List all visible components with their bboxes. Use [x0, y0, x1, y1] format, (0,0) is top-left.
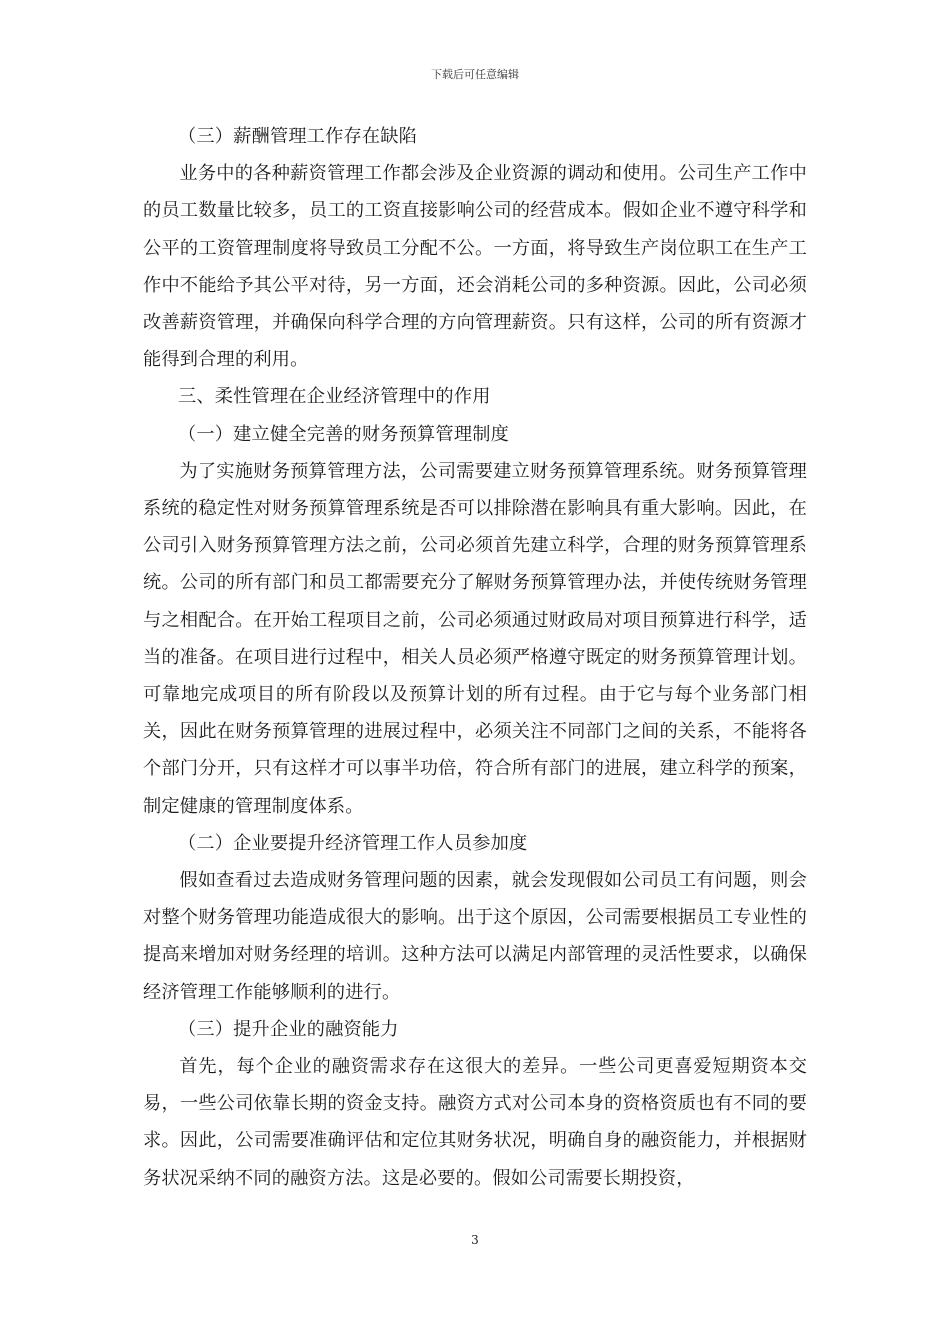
paragraph-staff-participation: 假如查看过去造成财务管理问题的因素，就会发现假如公司员工有问题，则会对整个财务管理功能造成很大的影响。出于这个原因，公司需要根据员工专业性的提高来增加对财务经理的培训。这种方法可以满足内部管理的灵活性要求，以确保经济管理工作能够顺利的进行。	[143, 870, 807, 1003]
paragraph-budget-system: 为了实施财务预算管理方法，公司需要建立财务预算管理系统。财务预算管理系统的稳定性对财务预算管理系统是否可以排除潜在影响具有重大影响。因此，在公司引入财务预算管理方法之前，公司必须首先建立科学，合理的财务预算管理系统。公司的所有部门和员工都需要充分了解财务预算管理办法，并使传统财务管理与之相配合。在开始工程项目之前，公司必须通过财政局对项目预算进行科学，适当的准备。在项目进行过程中，相关人员必须严格遵守既定的财务预算管理计划。可靠地完成项目的所有阶段以及预算计划的所有过程。由于它与每个业务部门相关，因此在财务预算管理的进展过程中，必须关注不同部门之间的关系，不能将各个部门分开，只有这样才可以事半功倍，符合所有部门的进展，建立科学的预案，制定健康的管理制度体系。	[143, 460, 807, 817]
page-number: 3	[471, 1233, 479, 1247]
section-heading-financing-ability: （三）提升企业的融资能力	[178, 1018, 399, 1040]
paragraph-financing-ability: 首先，每个企业的融资需求存在这很大的差异。一些公司更喜爱短期资本交易，一些公司依靠长期的资金支持。融资方式对公司本身的资格资质也有不同的要求。因此，公司需要准确评估和定位其财务状况，明确自身的融资能力，并根据财务状况采纳不同的融资方法。这是必要的。假如公司需要长期投资，	[143, 1056, 807, 1189]
section-heading-budget-system: （一）建立健全完善的财务预算管理制度	[178, 423, 509, 445]
chapter-heading-flexible-management: 三、柔性管理在企业经济管理中的作用	[178, 386, 491, 408]
page-header: 下载后可任意编辑	[431, 68, 519, 81]
section-heading-staff-participation: （二）企业要提升经济管理工作人员参加度	[178, 832, 528, 854]
section-heading-compensation-defects: （三）薪酬管理工作存在缺陷	[178, 126, 418, 147]
document-body	[143, 118, 807, 1197]
paragraph-compensation: 业务中的各种薪资管理工作都会涉及企业资源的调动和使用。公司生产工作中的员工数量比较多，员工的工资直接影响公司的经营成本。假如企业不遵守科学和公平的工资管理制度将导致员工分配不公。一方面，将导致生产岗位职工在生产工作中不能给予其公平对待，另一方面，还会消耗公司的多种资源。因此，公司必须改善薪资管理，并确保向科学合理的方向管理薪资。只有这样，公司的所有资源才能得到合理的利用。	[143, 163, 807, 371]
